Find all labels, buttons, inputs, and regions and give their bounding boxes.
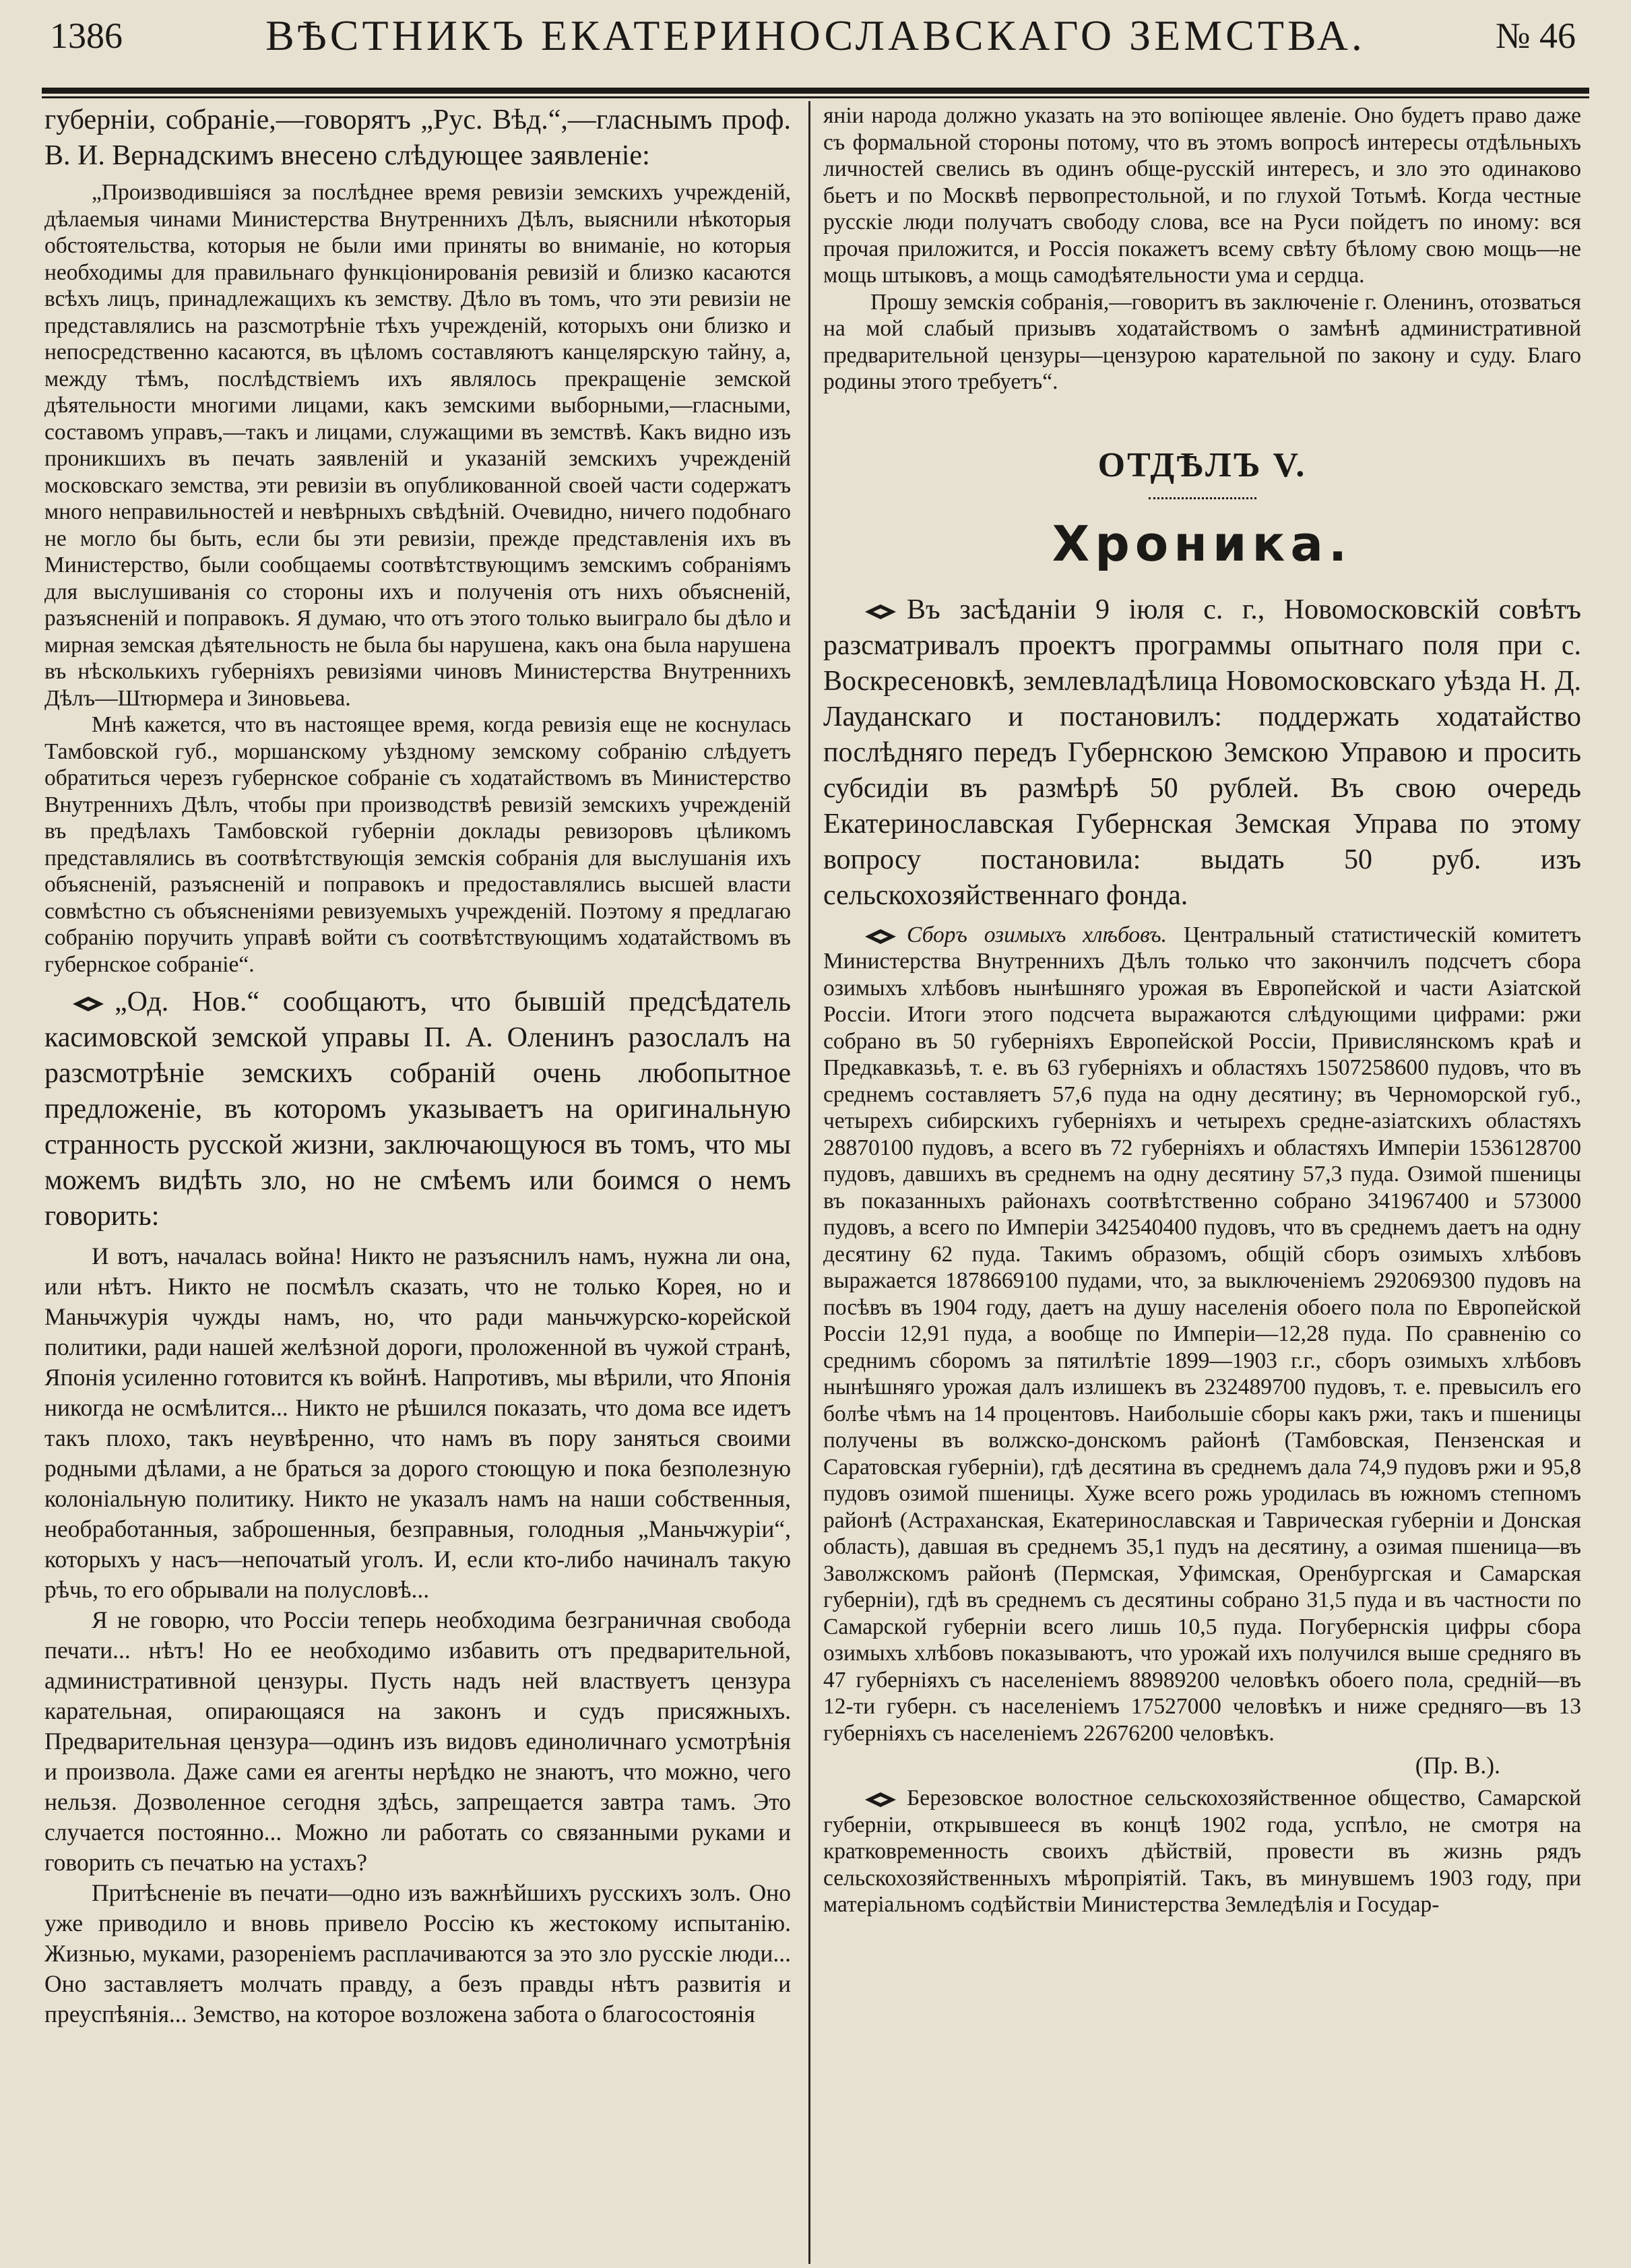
journal-title: ВѢСТНИКЪ ЕКАТЕРИНОСЛАВСКАГО ЗЕМСТВА. bbox=[265, 11, 1366, 59]
quote-paragraph-5: Притѣсненіе въ печати—одно изъ важнѣйшихъ русскихъ золъ. Оно уже приводило и вновь привело Россію къ жестокому испытанію. Жизнью, муками, разореніемъ расплачиваются за это зло русскіе люди... Оно заставляетъ молчать правду, а безъ правды нѣтъ развитія и преуспѣянія... Земство, на которое возложена забота о благосостоянія bbox=[44, 1879, 791, 2027]
harvest-heading: Сборъ озимыхъ хлѣбовъ. bbox=[907, 922, 1168, 947]
right-column bbox=[823, 102, 1581, 2265]
intro-paragraph: губерніи, собраніе,—говорятъ „Рус. Вѣд.“,—гласнымъ проф. В. И. Вернадскимъ внесено слѣдующее заявленіе: bbox=[44, 104, 791, 171]
news-item-novomoskovsk bbox=[823, 592, 1581, 914]
quote-paragraph-4: Я не говорю, что Россіи теперь необходима безграничная свобода печати... нѣтъ! Но ее необходимо избавить отъ предварительной, административной цензуры. Пусть надъ ней властвуетъ цензура карательная, опирающаяся на законъ и судъ присяжныхъ. Предварительная цензура—одинъ изъ видовъ единоличнаго усмотрѣнія и произвола. Даже сами ея агенты нерѣдко не знаютъ, что можно, чего нельзя. Дозволенное сегодня здѣсь, запрещается завтра тамъ. Это случается постоянно... Можно ли работать со связанными руками и говорить съ печатью на устахъ? bbox=[44, 1606, 791, 1876]
header-rule-thick bbox=[42, 88, 1589, 94]
bullet-mark-icon bbox=[864, 603, 897, 621]
news-text-novomoskovsk: Въ засѣданіи 9 іюля с. г., Новомосковскій совѣтъ разсматривалъ проектъ программы опытнаго поля при с. Воскресеновкѣ, землевладѣлица Новомосковскаго уѣзда Н. Д. Лауданскаго и постановилъ: поддержать ходатайство послѣдняго передъ Губернскою Земскою Управою и просить субсидіи въ размѣрѣ 50 рублей. Въ свою очередь Екатеринославская Губернская Земская Управа по этому вопросу постановила: выдать 50 руб. изъ сельскохозяйственнаго фонда. bbox=[823, 594, 1581, 911]
news-item-harvest bbox=[823, 922, 1581, 1747]
chronicle-title: Хроника. bbox=[1052, 515, 1353, 572]
page-header bbox=[42, 8, 1589, 82]
issue-number: № 46 bbox=[1495, 15, 1576, 56]
bullet-mark-icon bbox=[864, 1791, 897, 1808]
bullet-mark-icon bbox=[864, 928, 897, 945]
closing-paragraph: Прошу земскія собранія,—говоритъ въ заключеніе г. Оленинъ, отозваться на мой слабый призывъ ходатайствомъ о замѣнѣ административной предварительной цензуры—цензурою карательной по закону и суду. Благо родины этого требуетъ“. bbox=[823, 289, 1581, 394]
quote-paragraph-1: „Производившіяся за послѣднее время ревизіи земскихъ учрежденій, дѣлаемыя чинами Министерства Внутреннихъ Дѣлъ, выяснили нѣкоторыя обстоятельства, которыя не были ими приняты во вниманіе, но которыя необходимы для правильнаго функціонированія ревизій и близко касаются всѣхъ лицъ, принадлежащихъ къ земству. Дѣло въ томъ, что эти ревизіи не представлялись на разсмотрѣніе тѣхъ учрежденій, которыхъ они близко и непосредственно касаются, въ цѣломъ составляютъ канцелярскую тайну, а, между тѣмъ, послѣдствіемъ ихъ являлось прекращеніе земской дѣятельности многими лицами, какъ земскими выборными,—гласными, составомъ управъ,—такъ и лицами, служащими въ земствѣ. Какъ видно изъ проникшихъ въ печать заявленій и указаній земскихъ учрежденій московскаго земства, эти ревизіи въ опубликованной своей части содержатъ много неправильностей и невѣрныхъ свѣдѣній. Очевидно, ничего подобнаго не могло бы быть, если бы эти ревизіи, прежде представленія ихъ въ Министерство, были сообщаемы соотвѣтствующимъ земскимъ собраніямъ для выслушиванія со стороны ихъ и полученія отъ нихъ объясненій, разъясненій и поправокъ. Я думаю, что отъ этого только выиграло бы дѣло и мирная земская дѣятельность не была бы нарушена, какъ она была нарушена въ нѣсколькихъ губерніяхъ ревизіями чиновъ Министерства Внутреннихъ Дѣлъ—Штюрмера и Зиновьева. bbox=[44, 180, 791, 711]
harvest-source: (Пр. В.). bbox=[1415, 1752, 1500, 1779]
news-text-berezovskoe: Березовское волостное сельскохозяйственное общество, Самарской губерніи, открывшееся въ концѣ 1902 года, успѣло, не смотря на кратковременность своихъ дѣйствій, провести въ жизнь рядъ сельскохозяйственныхъ мѣропріятій. Такъ, въ минувшемъ 1903 году, при матеріальномъ содѣйствіи Министерства Земледѣлія и Государ- bbox=[823, 1786, 1581, 1917]
continued-paragraph: яніи народа должно указать на это вопіющее явленіе. Оно будетъ право даже съ формальной стороны потому, что въ этомъ вопросѣ интересы отдѣльныхъ личностей свелись въ одинъ обще-русскій интересъ, и зло это одинаково бьетъ и по Москвѣ первопрестольной, и по глухой Тотьмѣ. Когда честные русскіе люди получатъ свободу слова, все на Руси пойдетъ по иному: вся прочая приложится, и Россія покажетъ всему свѣту бѣлому свою мощь—не мощь штыковъ, а мощь самодѣятельности ума и сердца. bbox=[823, 103, 1581, 288]
column-divider bbox=[808, 101, 810, 2264]
quote-paragraph-3: И вотъ, началась война! Никто не разъяснилъ намъ, нужна ли она, или нѣтъ. Никто не посмѣлъ сказать, что не только Корея, но и Маньчжурія чужды намъ, но, что ради маньчжурско-корейской политики, ради нашей желѣзной дороги, проложенной въ чужой странѣ, Японія усиленно готовится къ войнѣ. Напротивъ, мы вѣрили, что Японія никогда не осмѣлится... Никто не рѣшился показать, что дома все идетъ такъ плохо, такъ неувѣренно, что намъ въ пору заняться своими родными дѣлами, а не браться за дорого стоющую и пока безполезную колоніальную политику. Никто не указалъ намъ на наши собственныя, необработанныя, заброшенныя, безправныя, голодныя „Маньчжуріи“, которыхъ у насъ—непочатый уголъ. И, если кто-либо начиналъ такую рѣчь, то его обрывали на полусловѣ... bbox=[44, 1242, 791, 1603]
harvest-text: Центральный статистическій комитетъ Министерства Внутреннихъ Дѣлъ только что закончилъ подсчетъ сбора озимыхъ хлѣбовъ нынѣшняго урожая въ Европейской и части Азіатской Россіи. Итоги этого подсчета выражаются слѣдующими цифрами: ржи собрано въ 50 губерніяхъ Европейской Россіи, Привислянскомъ краѣ и Предкавказьѣ, т. е. въ 63 губерніяхъ и областяхъ 1507258600 пудовъ, что въ среднемъ составляетъ 57,6 пуда на одну десятину; въ Черноморской губ., четырехъ сибирскихъ губерніяхъ и четырехъ средне-азіатскихъ областяхъ 28870100 пудовъ, а всего въ 72 губерніяхъ и областяхъ Имперіи 1536128700 пудовъ, давшихъ въ среднемъ на одну десятину 57,3 пуда. Озимой пшеницы въ показанныхъ районахъ соотвѣтственно собрано 341967400 и 573000 пудовъ, а всего по Имперіи 342540400 пудовъ, что въ среднемъ даетъ на одну десятину 62 пуда. Такимъ образомъ, общій сборъ озимыхъ хлѣбовъ выражается 1878669100 пудами, что, за выключеніемъ 292069300 пудовъ на посѣвъ въ 1904 году, даетъ на душу населенія обоего пола по Европейской Россіи 12,91 пуда, а вообще по Имперіи—12,28 пуда. По сравненію со среднимъ сборомъ за пятилѣтіе 1899—1903 г.г., сборъ озимыхъ хлѣбовъ нынѣшняго урожая далъ излишекъ въ 232489700 пудовъ, т. е. превысилъ его болѣе чѣмъ на 14 процентовъ. Наибольшіе сборы какъ ржи, такъ и пшеницы получены въ волжско-донскомъ районѣ (Тамбовская, Пензенская и Саратовская губерніи), гдѣ десятина въ среднемъ дала 74,9 пудовъ ржи и 95,8 пудовъ озимой пшеницы. Хуже всего рожь уродилась въ южномъ степномъ районѣ (Астраханская, Екатеринославская и Таврическая губерніи и Донская область), давшая въ среднемъ 35,1 пудъ на десятину, а озимая пшеница—въ Заволжскомъ районѣ (Пермская, Уфимская, Оренбургская и Самарская губерніи), гдѣ въ среднемъ съ десятины собрано 31,5 пуда и въ частности по Самарской губерніи всего лишь 10,5 пуда. Погубернскія цифры сбора озимыхъ хлѣбовъ показываютъ, что урожай ихъ получился выше средняго въ 47 губерніяхъ съ населеніемъ 88989200 человѣкъ обоего пола, средній—въ 12-ти губерн. съ населеніемъ 17527000 человѣкъ и ниже средняго—въ 13 губерніяхъ съ населеніемъ 22676200 человѣкъ. bbox=[823, 922, 1581, 1746]
news-paragraph-olenin bbox=[44, 984, 791, 1234]
section-title: ОТДѢЛЪ V. bbox=[1097, 445, 1307, 484]
left-column bbox=[44, 102, 791, 2265]
section-dotted-rule bbox=[1149, 497, 1256, 499]
news-item-berezovskoe bbox=[823, 1785, 1581, 1918]
news-text-olenin: „Од. Нов.“ сообщаютъ, что бывшій предсѣдатель касимовской земской управы П. А. Оленинъ разослалъ на разсмотрѣніе земскихъ собраній очень любопытное предложеніе, въ которомъ указываетъ на оригинальную странность русской жизни, заключающуюся въ томъ, что мы можемъ видѣть зло, но не смѣемъ или боимся о немъ говорить: bbox=[44, 986, 791, 1232]
header-rule-thin bbox=[42, 96, 1589, 98]
page-number: 1386 bbox=[50, 15, 123, 56]
bullet-mark-icon bbox=[71, 995, 105, 1013]
quote-paragraph-2: Мнѣ кажется, что въ настоящее время, когда ревизія еще не коснулась Тамбовской губ., моршанскому уѣздному земскому собранію слѣдуетъ обратиться черезъ губернское собраніе съ ходатайствомъ въ Министерство Внутреннихъ Дѣлъ, чтобы при производствѣ ревизій земскихъ учрежденій въ предѣлахъ Тамбовской губерніи доклады ревизоровъ цѣликомъ представлялись въ соотвѣтствующія земскія собранія для выслушанія ихъ объясненій, разъясненій и поправокъ и предоставлялись высшей власти совмѣстно съ объясненіями ревизуемыхъ учрежденій. Поэтому я предлагаю собранію поручить управѣ войти съ соотвѣтствующимъ ходатайствомъ въ губернское собраніе“. bbox=[44, 712, 791, 977]
